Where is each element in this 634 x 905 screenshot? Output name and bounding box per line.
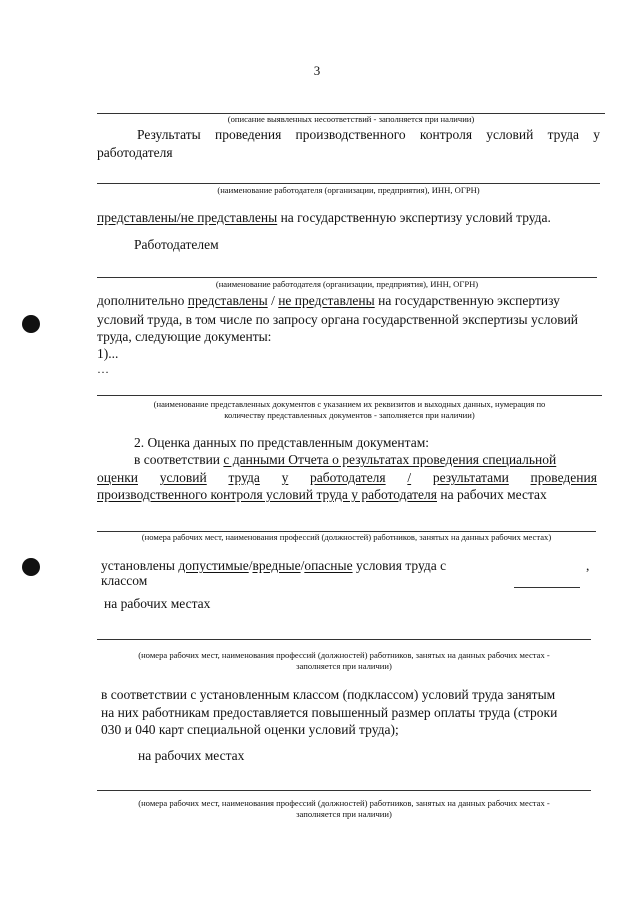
payment-line-1: в соответствии с установленным классом (подклассом) условий труда занятым [101,687,556,702]
word: Результаты [137,127,201,142]
caption-discrepancies: (описание выявленных несоответствий - заполняется при наличии) [227,114,475,124]
blank-line-employer-2 [97,277,597,278]
additional-line-2: условий труда, в том числе по запросу органа государственной экспертизы условий [97,312,579,327]
punch-hole-bottom [22,558,40,576]
payment-line-2: на них работникам предоставляется повышенный размер оплаты труда (строки [101,705,558,720]
blank-line-workplaces-2 [97,639,591,640]
conditions-line-2: классом [101,573,148,588]
caption-employer-1: (наименование работодателя (организации, предприятия), ИНН, ОГРН) [217,185,480,195]
results-line-2: работодателя [97,145,173,160]
section-2-heading: 2. Оценка данных по представленным документам: [134,435,430,450]
submitted-line: представлены/не представлены на государственную экспертизу условий труда. [97,210,551,225]
blank-line-class [514,587,580,588]
word: производственного [295,127,406,142]
blank-line-workplaces-3 [97,790,591,791]
additional-line-3: труда, следующие документы: [97,329,272,344]
conditions-line-3: на рабочих местах [104,596,211,611]
submitted-choice: представлены/не представлены [97,210,278,225]
caption-employer-2: (наименование работодателя (организации, предприятия), ИНН, ОГРН) [215,279,479,289]
payment-line-3: 030 и 040 карт специальной оценки условий труда); [101,722,399,737]
assessment-line-1: в соответствии с данными Отчета о результатах проведения специальной [134,452,557,467]
word: у [593,127,600,142]
caption-workplaces-2b: заполняется при наличии) [296,661,392,671]
page-number: 3 [313,63,321,78]
results-line-1 [137,126,600,144]
additional-line-1: дополнительно представлены / не представлены на государственную экспертизу [97,293,560,308]
blank-line-employer-1 [97,183,600,184]
word: контроля [419,127,473,142]
punch-hole-top [22,315,40,333]
word: условий [486,127,534,142]
caption-documents-1: (наименование представленных документов с указанием их реквизитов и выходных данных, нумерация по [153,399,546,409]
workplaces-label: на рабочих местах [138,748,245,763]
assessment-line-2: оценки условий труда у работодателя / результатами проведения [97,470,597,485]
conditions-comma: , [586,558,590,573]
additional-line-5: … [97,362,109,376]
word: труда [547,127,579,142]
caption-workplaces-3b: заполняется при наличии) [296,809,392,819]
assessment-line-3: производственного контроля условий труда у работодателя на рабочих местах [97,487,547,502]
caption-workplaces-3a: (номера рабочих мест, наименования профессий (должностей) работников, занятых на данных рабочих местах - [138,798,550,808]
additional-line-4: 1)... [97,346,119,361]
blank-line-documents [97,395,602,396]
word: проведения [214,127,282,142]
caption-workplaces-1: (номера рабочих мест, наименования профессий (должностей) работников, занятых на данных рабочих местах) [141,532,552,542]
caption-workplaces-2a: (номера рабочих мест, наименования профессий (должностей) работников, занятых на данных рабочих местах - [138,650,550,660]
conditions-line-1: установлены допустимые/вредные/опасные условия труда с [101,558,447,573]
caption-documents-2: количеству представленных документов - заполняется при наличии) [224,410,475,420]
employer-label: Работодателем [134,237,219,252]
